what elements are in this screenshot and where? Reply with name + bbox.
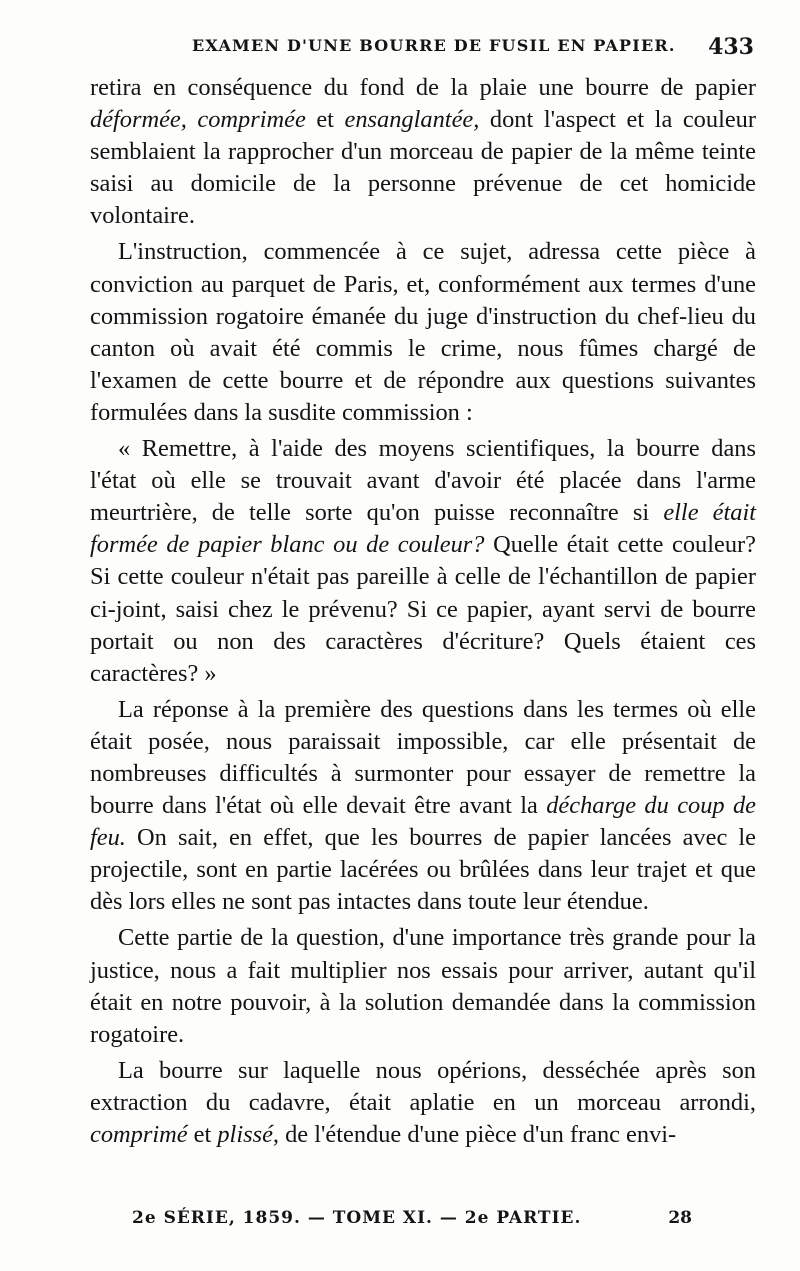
paragraph-quotation: [90, 433, 756, 690]
paragraph: [90, 1055, 756, 1151]
text-run: Cette partie de la question, d'une importance très grande pour la justice, nous a fait multiplier nos essais pour arriver, autant qu'il était en notre pouvoir, à la solution demandée dans la commission rogatoire.: [90, 924, 756, 1048]
running-head: [92, 34, 754, 64]
text-run: de l'étendue d'une pièce d'un franc envi-: [279, 1121, 677, 1148]
paragraph: [90, 236, 756, 429]
text-run: retira en conséquence du fond de la plaie une bourre de papier: [90, 74, 756, 101]
paragraph: [90, 72, 756, 232]
paragraph: [90, 694, 756, 919]
italic-text: comprimé: [90, 1121, 188, 1148]
body-text: [90, 72, 756, 1151]
text-run: dont l'aspect et la couleur semblaient la rapprocher d'un morceau de papier de la même teinte saisi au domicile de la personne prévenue de cet homicide volontaire.: [90, 106, 756, 230]
italic-text: plissé,: [217, 1121, 280, 1148]
italic-text: elle était formée de papier blanc ou de couleur?: [90, 499, 757, 559]
text-run: On sait, en effet, que les bourres de papier lancées avec le projectile, sont en partie lacérées ou brûlées dans leur trajet et que dès lors elles ne sont pas intactes dans toute leur étendue.: [90, 824, 756, 916]
text-run: Quelle était cette couleur? Si cette couleur n'était pas pareille à celle de l'échantillon de papier ci-joint, saisi chez le prévenu? Si ce papier, ayant servi de bourre portait ou non des caractères d'écriture? Quels étaient ces caractères? »: [90, 531, 756, 687]
italic-text: ensanglantée,: [344, 106, 480, 134]
italic-text: déformée, comprimée: [90, 106, 306, 134]
page-number: 433: [708, 34, 754, 60]
text-run: et: [305, 106, 345, 134]
italic-text: décharge du coup de feu.: [90, 792, 756, 852]
text-run: et: [187, 1121, 218, 1148]
text-run: La réponse à la première des questions dans les termes où elle était posée, nous paraissait impossible, car elle présentait de nombreuses difficultés à surmonter pour essayer de remettre la bourre dans l'état où elle devait être avant la: [90, 695, 756, 820]
footer-series-info: 2e SÉRIE, 1859. — TOME XI. — 2e PARTIE.: [132, 1208, 582, 1228]
text-run: « Remettre, à l'aide des moyens scientifiques, la bourre dans l'état où elle se trouvait avant d'avoir été placée dans l'arme meurtrière, de telle sorte qu'on puisse reconnaître si: [90, 435, 756, 527]
running-title: EXAMEN D'UNE BOURRE DE FUSIL EN PAPIER.: [192, 36, 676, 55]
text-run: L'instruction, commencée à ce sujet, adressa cette pièce à conviction au parquet de Paris, et, conformément aux termes d'une commission rogatoire émanée du juge d'instruction du chef-lieu du canton où avait été commis le crime, nous fûmes chargé de l'examen de cette bourre et de répondre aux questions suivantes formulées dans la susdite commission :: [90, 238, 756, 426]
paragraph: [90, 922, 756, 1050]
signature-mark: 28: [668, 1208, 692, 1228]
text-run: La bourre sur laquelle nous opérions, desséchée après son extraction du cadavre, était aplatie en un morceau arrondi,: [90, 1056, 756, 1116]
page-footer: [132, 1208, 692, 1234]
